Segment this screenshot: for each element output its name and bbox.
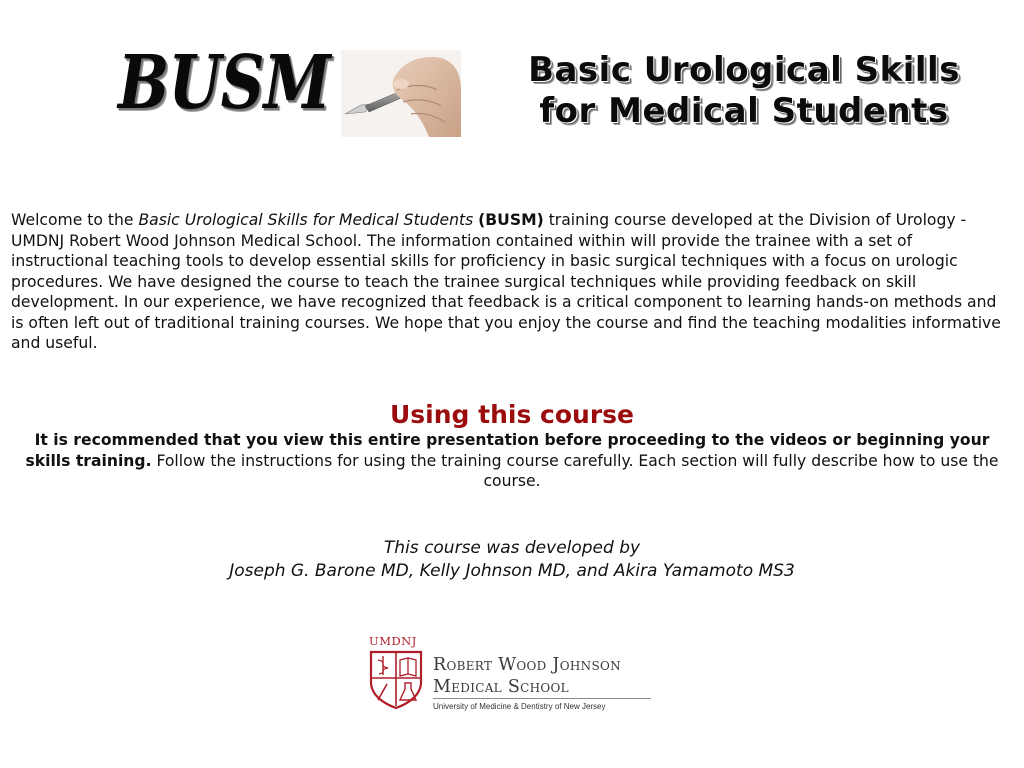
- credits: [0, 537, 1024, 583]
- rwj-school-name: [433, 654, 621, 698]
- course-title-line-1: Basic Urological Skills: [528, 50, 960, 90]
- credits-authors: Joseph G. Barone MD, Kelly Johnson MD, and Akira Yamamoto MS3: [229, 561, 795, 581]
- scalpel-hand-icon: [341, 50, 461, 137]
- intro-course-name: Basic Urological Skills for Medical Students: [138, 211, 474, 229]
- university-shield-icon: [367, 648, 425, 710]
- slide-header: [0, 0, 1024, 160]
- intro-body: training course developed at the Division of Urology - UMDNJ Robert Wood Johnson Medical School. The information contained within will provide the trainee with a set of instructional teaching tools to develop essential skills for proficiency in basic surgical techniques with a focus on urologic procedures. We have designed the course to teach the trainee surgical techniques while providing feedback on skill development. In our experience, we have recognized that feedback is a critical component to learning hands-on methods and is often left out of traditional training courses. We hope that you enjoy the course and find the teaching modalities informative and useful.: [11, 211, 1001, 352]
- busm-logo: BUSM: [118, 40, 330, 126]
- rwj-name-line-2: Medical School: [433, 677, 569, 697]
- using-course-instructions: Follow the instructions for using the training course carefully. Each section will fully describe how to use the course.: [151, 451, 999, 490]
- intro-prefix: Welcome to the: [11, 211, 139, 229]
- using-course-section: [10, 400, 1014, 492]
- welcome-paragraph: [11, 210, 1011, 354]
- course-title: [470, 50, 1018, 132]
- rwj-name-line-1: Robert Wood Johnson: [433, 655, 621, 675]
- credits-line-1: This course was developed by: [383, 538, 641, 558]
- intro-abbrev: (BUSM): [478, 211, 544, 229]
- using-course-recommendation: It is recommended that you view this entire presentation before proceeding to the videos or beginning your skills training.: [25, 431, 990, 470]
- rwj-university-subtitle: University of Medicine & Dentistry of New Jersey: [433, 702, 606, 711]
- logo-divider: [433, 698, 651, 699]
- rwj-medical-school-logo: [367, 634, 657, 714]
- scalpel-hand-image: [341, 50, 461, 137]
- umdnj-acronym: UMDNJ: [369, 634, 417, 648]
- using-course-heading: Using this course: [389, 400, 634, 429]
- course-title-line-2: for Medical Students: [539, 91, 949, 131]
- using-course-body: [10, 430, 1014, 492]
